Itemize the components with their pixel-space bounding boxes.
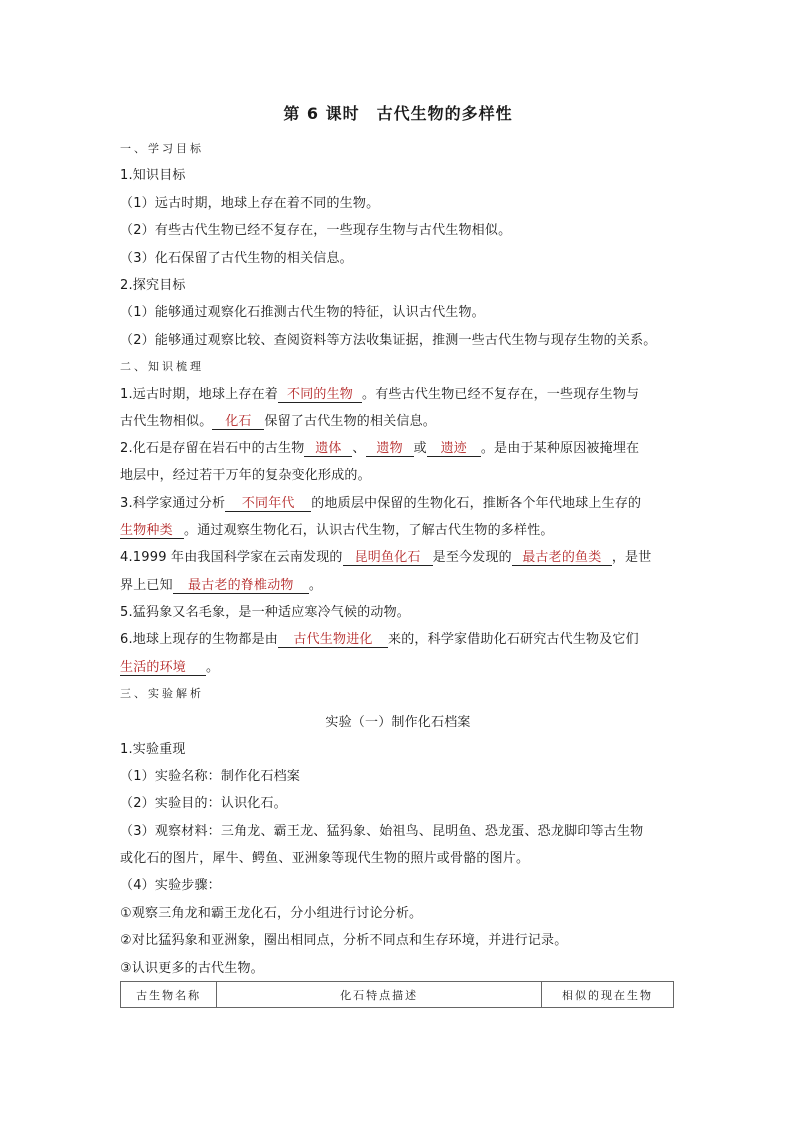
experiment-materials-line-1: （3）观察材料：三角龙、霸王龙、猛犸象、始祖鸟、昆明鱼、恐龙蛋、恐龙脚印等古生物 (120, 824, 644, 839)
knowledge-item-4-line-1 (120, 546, 676, 566)
experiment-name: （1）实验名称：制作化石档案 (120, 769, 301, 784)
experiment-step-3: ③认识更多的古代生物。 (120, 961, 264, 976)
text-segment: 。通过观察生物化石，认识古代生物，了解古代生物的多样性。 (184, 523, 554, 538)
experiment-heading: 1.实验重现 (120, 742, 186, 757)
text-segment: 、 (352, 441, 366, 456)
text-segment: 或 (413, 441, 427, 456)
knowledge-goal-2: （2）有些古代生物已经不复存在，一些现存生物与古代生物相似。 (120, 223, 512, 238)
answer-blank: 遗物 (366, 442, 414, 457)
experiment-purpose: （2）实验目的：认识化石。 (120, 796, 287, 811)
experiment-step-2: ②对比猛犸象和亚洲象，圈出相同点，分析不同点和生存环境，并进行记录。 (120, 933, 568, 948)
text-segment: ，是世 (611, 550, 652, 565)
answer-blank: 化石 (212, 415, 264, 430)
text-segment: 。 (308, 578, 323, 593)
experiment-materials-line-2: 或化石的图片，犀牛、鳄鱼、亚洲象等现代生物的照片或骨骼的图片。 (120, 851, 530, 866)
text-segment: 。是由于某种原因被掩埋在 (480, 441, 640, 456)
knowledge-goal-3: （3）化石保留了古代生物的相关信息。 (120, 251, 353, 266)
explore-goal-2: （2）能够通过观察比较、查阅资料等方法收集证据，推测一些古代生物与现存生物的关系。 (120, 333, 657, 348)
knowledge-item-6-line-1 (120, 628, 676, 648)
section-heading-knowledge: 二、知识梳理 (120, 360, 204, 373)
table-header-row (121, 982, 674, 1008)
knowledge-item-3-line-2 (120, 519, 676, 539)
knowledge-goal-heading: 1.知识目标 (120, 168, 186, 183)
section-heading-experiment: 三、实验解析 (120, 687, 204, 700)
text-segment: 3.科学家通过分析 (120, 496, 226, 511)
explore-goal-heading: 2.探究目标 (120, 278, 186, 293)
knowledge-goal-1: （1）远古时期，地球上存在着不同的生物。 (120, 196, 380, 211)
text-segment: 来的，科学家借助化石研究古代生物及它们 (388, 632, 639, 647)
answer-blank: 不同年代 (225, 497, 311, 512)
text-segment: 4.1999 年由我国科学家在云南发现的 (120, 550, 343, 565)
knowledge-item-2-line-2: 地层中，经过若干万年的复杂变化形成的。 (120, 468, 371, 483)
text-segment: 1.远古时期，地球上存在着 (120, 387, 279, 402)
answer-blank: 昆明鱼化石 (343, 551, 433, 566)
text-segment: 。有些古代生物已经不复存在，一些现存生物与 (362, 387, 640, 402)
knowledge-item-3-line-1 (120, 492, 676, 512)
fossil-archive-table (120, 981, 674, 1008)
table-header-cell: 化石特点描述 (217, 982, 542, 1008)
answer-blank: 最古老的鱼类 (512, 551, 612, 566)
text-segment: 的地质层中保留的生物化石，推断各个年代地球上生存的 (311, 496, 642, 511)
experiment-steps-heading: （4）实验步骤： (120, 878, 221, 893)
section-heading-goals: 一、学习目标 (120, 142, 204, 155)
text-segment: 古代生物相似。 (120, 414, 213, 429)
answer-blank: 古代生物进化 (278, 633, 388, 648)
text-segment: 保留了古代生物的相关信息。 (264, 414, 437, 429)
text-segment: 6.地球上现存的生物都是由 (120, 632, 279, 647)
knowledge-item-5: 5.猛犸象又名毛象，是一种适应寒冷气候的动物。 (120, 605, 411, 620)
answer-blank: 生物种类 (120, 524, 184, 539)
knowledge-item-6-line-2 (120, 656, 676, 676)
answer-blank: 遗迹 (427, 442, 481, 457)
text-segment: 界上已知 (120, 578, 173, 593)
text-segment: 2.化石是存留在岩石中的古生物 (120, 441, 305, 456)
table-header-cell: 古生物名称 (121, 982, 217, 1008)
knowledge-item-2-line-1 (120, 437, 676, 457)
explore-goal-1: （1）能够通过观察化石推测古代生物的特征，认识古代生物。 (120, 305, 485, 320)
table-header-cell: 相似的现在生物 (541, 982, 673, 1008)
text-segment: 。 (206, 660, 220, 675)
answer-blank: 不同的生物 (278, 388, 362, 403)
answer-blank: 最古老的脊椎动物 (173, 579, 309, 594)
answer-blank: 生活的环境 (120, 661, 206, 676)
page-title: 第 6 课时 古代生物的多样性 (283, 104, 513, 123)
answer-blank: 遗体 (304, 442, 352, 457)
knowledge-item-4-line-2 (120, 574, 676, 594)
knowledge-item-1-line-1 (120, 383, 676, 403)
text-segment: 是至今发现的 (432, 550, 512, 565)
experiment-title: 实验（一）制作化石档案 (325, 715, 471, 730)
experiment-step-1: ①观察三角龙和霸王龙化石，分小组进行讨论分析。 (120, 906, 423, 921)
knowledge-item-1-line-2 (120, 410, 676, 430)
